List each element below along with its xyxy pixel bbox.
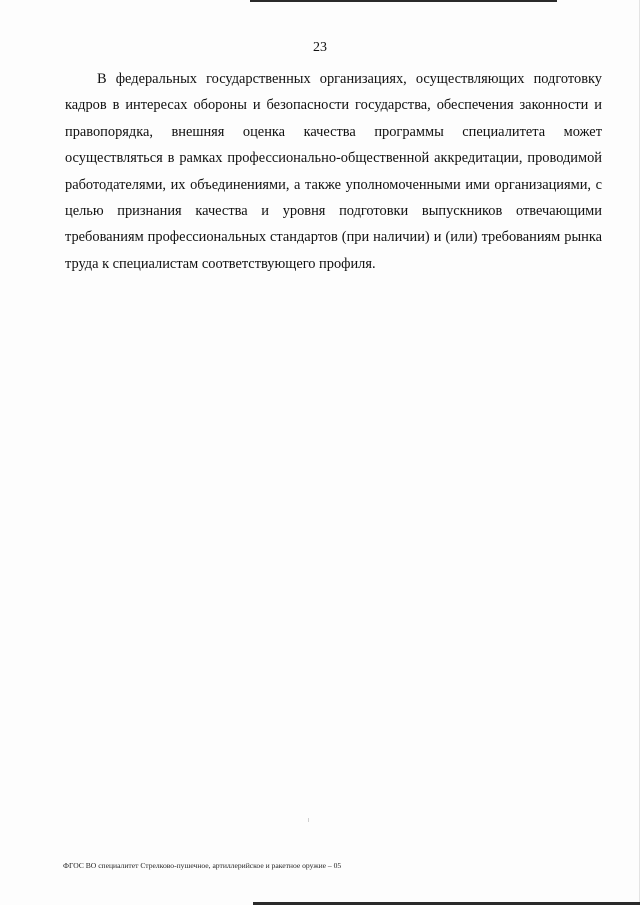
page-footer: ФГОС ВО специалитет Стрелково-пушечное, артиллерийское и ракетное оружие – 05	[63, 861, 342, 870]
page-number: 23	[313, 40, 327, 55]
scan-border-top	[250, 0, 557, 2]
body-paragraph: В федеральных государственных организациях, осуществляющих подготовку кадров в интересах обороны и безопасности государства, обеспечения законности и правопорядка, внешняя оценка качества программы специалитета может осуществляться в рамках профессионально-общественной аккредитации, проводимой работодателями, их объединениями, а также уполномоченными ими организациями, с целью признания качества и уровня подготовки выпускников отвечающими требованиям профессиональных стандартов (при наличии) и (или) требованиям рынка труда к специалистам соответствующего профиля.	[65, 71, 602, 272]
scan-speck	[308, 818, 309, 822]
